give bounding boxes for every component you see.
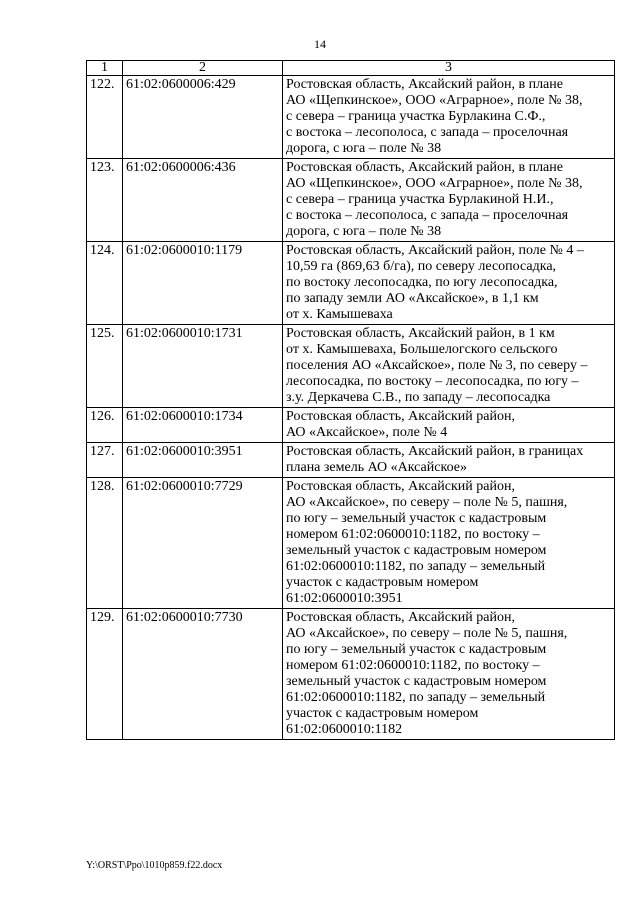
cadastral-number: 61:02:0600006:429	[123, 76, 283, 159]
row-number: 126.	[87, 408, 123, 443]
location-line: 10,59 га (869,63 б/га), по северу лесопосадка,	[286, 259, 557, 274]
row-number: 127.	[87, 443, 123, 478]
location-line: Ростовская область, Аксайский район,	[286, 409, 515, 424]
land-plots-table	[86, 60, 615, 740]
location-line: земельный участок с кадастровым номером	[286, 674, 547, 689]
location-line: Ростовская область, Аксайский район,	[286, 610, 515, 625]
cadastral-number: 61:02:0600010:7730	[123, 609, 283, 740]
cadastral-number: 61:02:0600010:1731	[123, 325, 283, 408]
location-line: дорога, с юга – поле № 38	[286, 141, 442, 156]
table-row	[87, 609, 615, 740]
table-row	[87, 408, 615, 443]
location-line: 61:02:0600010:1182	[286, 722, 403, 737]
location-line: Ростовская область, Аксайский район, в плане	[286, 77, 563, 92]
location-line: поселения АО «Аксайское», поле № 3, по северу –	[286, 358, 588, 373]
location-line: участок с кадастровым номером	[286, 706, 479, 721]
location-line: Ростовская область, Аксайский район, в 1 км	[286, 326, 555, 341]
location-line: АО «Щепкинское», ООО «Аграрное», поле № 38,	[286, 93, 583, 108]
location-line: по югу – земельный участок с кадастровым	[286, 642, 547, 657]
row-number: 125.	[87, 325, 123, 408]
location-line: земельный участок с кадастровым номером	[286, 543, 547, 558]
location-line: дорога, с юга – поле № 38	[286, 224, 442, 239]
table-row	[87, 325, 615, 408]
table-row	[87, 242, 615, 325]
plot-location	[283, 242, 615, 325]
cadastral-number: 61:02:0600010:3951	[123, 443, 283, 478]
plot-location	[283, 478, 615, 609]
cadastral-number: 61:02:0600010:1734	[123, 408, 283, 443]
plot-location	[283, 609, 615, 740]
location-line: АО «Аксайское», поле № 4	[286, 425, 448, 440]
column-header-address: 3	[283, 61, 615, 76]
page-number: 14	[314, 37, 326, 51]
table-body	[87, 76, 615, 740]
location-line: от х. Камышеваха	[286, 307, 393, 322]
location-line: по востоку лесопосадка, по югу лесопосадка,	[286, 275, 558, 290]
row-number: 128.	[87, 478, 123, 609]
table-row	[87, 478, 615, 609]
location-line: по западу земли АО «Аксайское», в 1,1 км	[286, 291, 539, 306]
location-line: Ростовская область, Аксайский район, в границах	[286, 444, 584, 459]
plot-location	[283, 76, 615, 159]
table-header-row	[87, 61, 615, 76]
location-line: Ростовская область, Аксайский район, в плане	[286, 160, 563, 175]
cadastral-number: 61:02:0600010:7729	[123, 478, 283, 609]
row-number: 123.	[87, 159, 123, 242]
plot-location	[283, 325, 615, 408]
table-row	[87, 443, 615, 478]
cadastral-number: 61:02:0600006:436	[123, 159, 283, 242]
location-line: с востока – лесополоса, с запада – проселочная	[286, 125, 569, 140]
table-row	[87, 76, 615, 159]
location-line: 61:02:0600010:3951	[286, 591, 403, 606]
plot-location	[283, 159, 615, 242]
location-line: лесопосадка, по востоку – лесопосадка, по югу –	[286, 374, 579, 389]
location-line: Ростовская область, Аксайский район, поле № 4 –	[286, 243, 584, 258]
location-line: с севера – граница участка Бурлакина С.Ф.,	[286, 109, 546, 124]
location-line: с востока – лесополоса, с запада – проселочная	[286, 208, 569, 223]
location-line: з.у. Деркачева С.В., по западу – лесопосадка	[286, 390, 551, 405]
file-path-footer: Y:\ORST\Ppo\1010p859.f22.docx	[86, 860, 223, 871]
location-line: с севера – граница участка Бурлакиной Н.И.,	[286, 192, 554, 207]
location-line: Ростовская область, Аксайский район,	[286, 479, 515, 494]
cadastral-number: 61:02:0600010:1179	[123, 242, 283, 325]
row-number: 122.	[87, 76, 123, 159]
location-line: АО «Аксайское», по северу – поле № 5, пашня,	[286, 626, 568, 641]
location-line: номером 61:02:0600010:1182, по востоку –	[286, 527, 540, 542]
table-row	[87, 159, 615, 242]
plot-location	[283, 408, 615, 443]
location-line: по югу – земельный участок с кадастровым	[286, 511, 547, 526]
location-line: 61:02:0600010:1182, по западу – земельный	[286, 690, 546, 705]
location-line: плана земель АО «Аксайское»	[286, 460, 467, 475]
column-header-number: 1	[87, 61, 123, 76]
location-line: участок с кадастровым номером	[286, 575, 479, 590]
column-header-cadastral: 2	[123, 61, 283, 76]
location-line: номером 61:02:0600010:1182, по востоку –	[286, 658, 540, 673]
row-number: 124.	[87, 242, 123, 325]
location-line: 61:02:0600010:1182, по западу – земельный	[286, 559, 546, 574]
plot-location	[283, 443, 615, 478]
row-number: 129.	[87, 609, 123, 740]
location-line: АО «Щепкинское», ООО «Аграрное», поле № 38,	[286, 176, 583, 191]
location-line: от х. Камышеваха, Большелогского сельского	[286, 342, 558, 357]
location-line: АО «Аксайское», по северу – поле № 5, пашня,	[286, 495, 568, 510]
